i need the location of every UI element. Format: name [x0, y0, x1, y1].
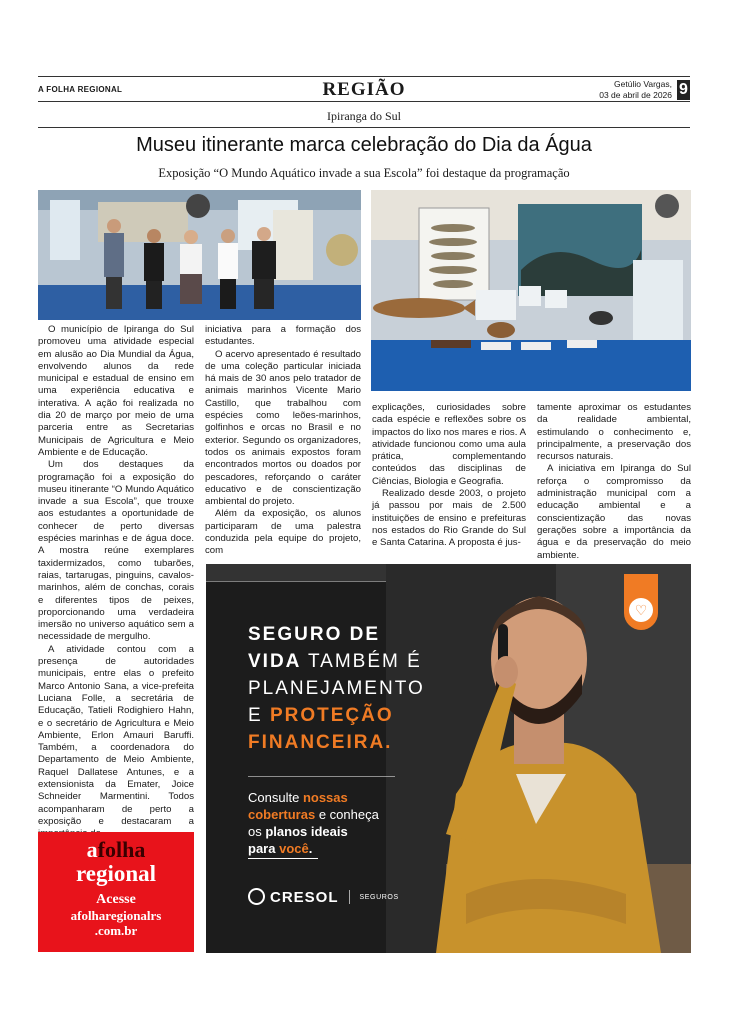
- cresol-logo: [248, 888, 399, 906]
- article-column-2: [205, 324, 361, 558]
- heart-badge: [624, 574, 658, 630]
- paragraph: explicações, curiosidades sobre cada espécie e reflexões sobre os impactos do lixo nos mares e rios. A atividade funcionou como uma aula prática, complementando conteúdos das disciplinas de Ciências, Biologia e Geografia.: [372, 402, 526, 487]
- brand-subtitle: SEGUROS: [359, 894, 399, 901]
- ad-sub-highlight: nossas: [302, 790, 348, 805]
- paragraph: Realizado desde 2003, o projeto já passou por mais de 2.500 instituições de ensino e prefeituras nos estados do Rio Grande do Sul e Santa Catarina. A proposta é jus-: [372, 488, 526, 549]
- ad-line-3: PLANEJAMENTO: [248, 678, 425, 699]
- page-header: [38, 76, 690, 102]
- page-number: 9: [677, 80, 690, 100]
- article-column-3: [372, 402, 526, 550]
- paragraph: O acervo apresentado é resultado de uma coleção particular iniciada há mais de 30 anos pelo tratador de animais marinhos Vicente Mario Castillo, que trabalhou com espécies como leões-marinhos, golfinhos e orcas no Brasil e no exterior. Segundo os organizadores, todos os animais expostos foram encontrados mortos ou doados por pescadores, reforçando o caráter educativo e de conscientização ambiental do projeto.: [205, 348, 361, 508]
- ad-sub-4: [248, 841, 312, 856]
- ad-sub-2: [248, 807, 379, 822]
- ad-underline: [248, 858, 318, 859]
- ad-sub-text: e conheça: [318, 807, 379, 822]
- article-subheadline: Exposição “O Mundo Aquático invade a sua Escola” foi destaque da programação: [158, 166, 570, 180]
- edition-date: 03 de abril de 2026: [599, 90, 672, 100]
- article-column-1: [38, 324, 194, 840]
- paragraph: iniciativa para a formação dos estudantes.: [205, 324, 361, 348]
- paragraph: Um dos destaques da programação foi a exposição do museu itinerante “O Mundo Aquático invade a sua Escola”, que trouxe aos estudantes a oportunidade de conhecer de perto diversas espécies marinhas e de água doce. A mostra reúne exemplares taxidermizados, como tubarões, raias, tartarugas, pinguins, cavalos-marinhos, além de conchas, corais e diferentes tipos de peixes, proporcionando uma verdadeira imersão no universo aquático sem a necessidade de mergulho.: [38, 459, 194, 643]
- insurance-advertisement[interactable]: [206, 564, 691, 953]
- newspaper-name: A FOLHA REGIONAL: [38, 85, 123, 94]
- brand-separator: [349, 890, 350, 904]
- promo-line-1: Acesse: [96, 892, 136, 907]
- promo-logo: [38, 838, 194, 862]
- website-promo[interactable]: [38, 832, 194, 952]
- logo-letter: a: [86, 837, 98, 862]
- cresol-icon: [248, 888, 265, 905]
- ad-word-protecao: PROTEÇÃO: [269, 705, 394, 726]
- ad-word-vida: VIDA: [248, 651, 301, 672]
- edition-info: [599, 79, 672, 101]
- section-title: REGIÃO: [322, 79, 406, 100]
- ad-line-5: FINANCEIRA.: [248, 732, 393, 753]
- paragraph: Além da exposição, os alunos participaram de uma palestra conduzida pela equipe do projeto, com: [205, 508, 361, 557]
- article-headline: Museu itinerante marca celebração do Dia da Água: [136, 134, 592, 156]
- ad-word-tambem: TAMBÉM É: [307, 651, 422, 672]
- paragraph: A atividade contou com a presença de autoridades municipais, entre elas o prefeito Marco Antonio Sana, a vice-prefeita Luciana Folle, a secretária de Educação, Tatieli Rodighiero Hahn, e o secretário de Agricultura e Meio Ambiente, Erlon Amauri Baruffi. Também, a coordenadora do Departamento de Meio Ambiente, Raquel Dallatese Antunes, e a extensionista da Emater, Joice Schneider Marmentini. Todos acompanharam de perto a exposição e destacaram a: [38, 643, 194, 827]
- logo-word: folha: [97, 837, 146, 862]
- ad-sub-text: os: [248, 824, 262, 839]
- ad-line-2: [248, 651, 422, 673]
- promo-logo-regional: regional: [75, 861, 157, 886]
- ad-sub-text: Consulte: [248, 790, 300, 805]
- heart-icon: ♡: [629, 598, 653, 622]
- ad-sub-bold: para: [248, 841, 276, 856]
- paragraph: tamente aproximar os estudantes da realidade ambiental, estimulando o conhecimento e, principalmente, a preservação dos recursos naturais.: [537, 402, 691, 463]
- ad-sub-highlight: coberturas: [248, 807, 316, 822]
- paragraph: O município de Ipiranga do Sul promoveu uma atividade especial em alusão ao Dia Mundial da Água, envolvendo alunos da rede municipal e estadual de ensino em uma experiência educativa e interativa. A ação foi realizada no dia 20 de março por meio de uma parceria entre as Secretarias Municipais de Agricultura e Meio Ambiente e de Educação.: [38, 324, 194, 458]
- brand-name: CRESOL: [270, 889, 339, 906]
- promo-line-2: afolharegionalrs: [70, 908, 162, 923]
- edition-city: Getúlio Vargas,: [614, 79, 672, 89]
- group-photo: [38, 190, 361, 320]
- ad-sub-1: [248, 790, 348, 805]
- ad-sub-period: .: [308, 841, 313, 856]
- subsection-title: Ipiranga do Sul: [38, 104, 690, 128]
- promo-line-3: .com.br: [94, 923, 138, 938]
- ad-sub-highlight: você: [279, 841, 309, 856]
- ad-sub-bold: planos ideais: [265, 824, 348, 839]
- ad-line-4: [248, 705, 394, 727]
- ad-line-1: SEGURO DE: [248, 624, 381, 645]
- ad-sub-3: [248, 824, 348, 839]
- article-column-4: [537, 402, 691, 562]
- exhibit-photo: [371, 190, 691, 391]
- ad-word-e: E: [248, 705, 263, 726]
- paragraph: A iniciativa em Ipiranga do Sul reforça o compromisso da administração municipal com a educação ambiental e a conscientização das novas gerações sobre a importância da água e da preservação do meio ambiente.: [537, 463, 691, 561]
- ad-divider: [248, 776, 395, 777]
